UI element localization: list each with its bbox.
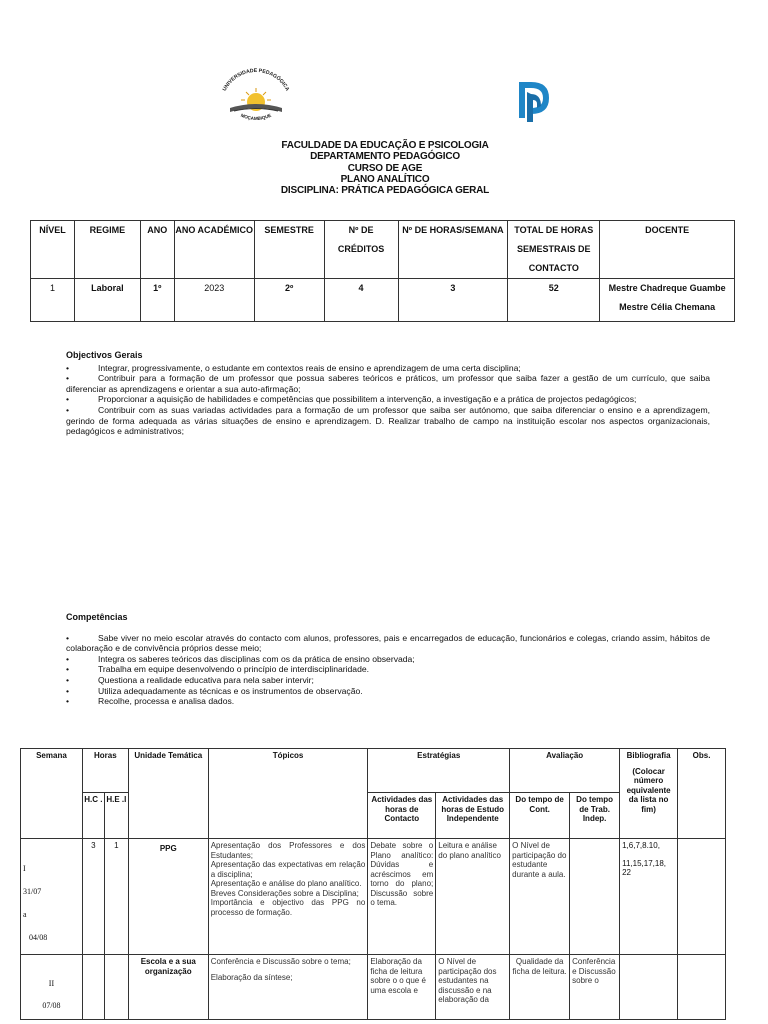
cell-unidade: Escola e a sua organização [128, 955, 208, 1020]
cell-bibliografia [620, 839, 678, 955]
cell-obs [678, 955, 726, 1020]
cell-ano: 1º [140, 279, 174, 322]
cell-total-horas: 52 [508, 279, 600, 322]
header-ano: ANO [140, 221, 174, 279]
cell-ano-academico: 2023 [174, 279, 254, 322]
cell-he [104, 955, 128, 1020]
header-ano-academico: ANO ACADÉMICO [174, 221, 254, 279]
competence-item: • Trabalha em equipe desenvolvendo o princípio de interdisciplinaridade. [66, 664, 370, 675]
competence-item: • Recolhe, processa e analisa dados. [66, 696, 235, 707]
objective-text: Proporcionar a aquisição de habilidades e competências que possibilitem a intervenção, a investigação e a prática de projectos pedagógicos; [98, 394, 637, 405]
cell-unidade: PPG [128, 839, 208, 955]
objective-item: • Contribuir com as suas variadas actividades para a formação de um professor que saiba ser autónomo, que saiba diferenciar o ensino e a aprendizagem, gerindo de forma adequada as várias situações de ensino e aprendizagem. D. Realizar trabalho de campo na instituição escolar nos aspectos organizacionais, pedagógicos e administrativos; [66, 404, 710, 437]
cell-docente [600, 279, 735, 322]
header-semana: Semana [21, 749, 83, 839]
cell-act-independente: O Nível de participação dos estudantes na discussão e na elaboração da [436, 955, 510, 1020]
objective-text: Integrar, progressivamente, o estudante em contextos reais de ensino e aprendizagem de uma certa disciplina; [98, 362, 521, 373]
objective-item: • Proporcionar a aquisição de habilidades e competências que possibilitem a intervenção, a investigação e a prática de projectos pedagógicos; [66, 394, 637, 405]
discipline-name: DISCIPLINA: PRÁTICA PEDAGÓGICA GERAL [280, 185, 490, 197]
docente-1: Mestre Chadreque Guambe [608, 283, 726, 293]
competences-title: Competências [66, 612, 128, 622]
cell-semestre: 2º [254, 279, 324, 322]
topic-item: Importância e objectivo das PPG no processo de formação. [210, 898, 366, 917]
header-regime: REGIME [74, 221, 140, 279]
cell-semana [21, 839, 83, 955]
table-row [21, 839, 726, 955]
course-name: CURSO DE AGE [347, 162, 423, 174]
topic-item: Apresentação das expectativas em relação a disciplina; [210, 860, 366, 879]
table-row [21, 955, 726, 1020]
week-date-from: 31/07 [23, 887, 42, 896]
header-nivel: NÍVEL [31, 221, 75, 279]
cell-topicos [208, 955, 368, 1020]
department-name: DEPARTAMENTO PEDAGÓGICO [310, 151, 460, 163]
header-he: H.E .I [104, 793, 128, 839]
bibliografia-note: (Colocar número equivalente da lista no fim) [626, 766, 671, 814]
topic-item: Breves Considerações sobre a Disciplina; [210, 888, 359, 898]
competence-item: • Integra os saberes teóricos das disciplinas com os da prática de ensino observada; [66, 653, 415, 664]
competence-item: • Questiona a realidade educativa para nela saber intervir; [66, 674, 314, 685]
seal-university-name: UNIVERSIDADE PEDAGÓGICA [221, 67, 291, 93]
competence-text: Trabalha em equipe desenvolvendo o princípio de interdisciplinaridade. [98, 664, 370, 675]
cell-bibliografia [620, 955, 678, 1020]
header-semestre: SEMESTRE [254, 221, 324, 279]
week-number: I [23, 864, 26, 873]
week-date-from: 07/08 [42, 1001, 61, 1010]
cell-av-trab [570, 839, 620, 955]
competence-text: Integra os saberes teóricos das disciplinas com os da prática de ensino observada; [98, 653, 415, 664]
header-horas: Horas [82, 749, 128, 793]
competence-text: Sabe viver no meio escolar através do contacto com alunos, professores, pais e encarregados de educação, funcionários e colegas, criando assim, hábitos de colaboração e de convivência próprios desse meio; [66, 632, 710, 654]
objectives-title: Objectivos Gerais [66, 350, 143, 360]
objective-item: • Integrar, progressivamente, o estudante em contextos reais de ensino e aprendizagem de uma certa disciplina; [66, 362, 521, 373]
bibliography-ref: 11,15,17,18, 22 [622, 858, 666, 877]
info-data-row [31, 279, 735, 322]
cell-hc: 3 [82, 839, 104, 955]
header-total-horas: TOTAL DE HORAS SEMESTRAIS DE CONTACTO [508, 221, 600, 279]
schedule-header-row-1 [21, 749, 726, 793]
course-info-table [30, 220, 735, 322]
header-topicos: Tópicos [208, 749, 368, 839]
cell-semana [21, 955, 83, 1020]
cell-hc [82, 955, 104, 1020]
header-avaliacao: Avaliação [510, 749, 620, 793]
competence-text: Questiona a realidade educativa para nela saber intervir; [98, 674, 314, 685]
cell-act-independente: Leitura e análise do plano analítico [436, 839, 510, 955]
competence-item: • Sabe viver no meio escolar através do contacto com alunos, professores, pais e encarregados de educação, funcionários e colegas, criando assim, hábitos de colaboração e de convivência próprios desse meio; [66, 632, 710, 654]
topic-item: Conferência e Discussão sobre o tema; [210, 957, 351, 966]
cell-av-trab: Conferência e Discussão sobre o [570, 955, 620, 1020]
cell-av-cont: Qualidade da ficha de leitura. [510, 955, 570, 1020]
seal-country-name: MOÇAMBIQUE [240, 112, 272, 122]
cell-horas-semana: 3 [398, 279, 508, 322]
info-header-row [31, 221, 735, 279]
bibliography-ref: 1,6,7,8.10, [622, 841, 660, 850]
header-bibliografia [620, 749, 678, 839]
faculty-name: FACULDADE DA EDUCAÇÃO E PSICOLOGIA [281, 140, 489, 151]
header-av-trab: Do tempo de Trab. Indep. [570, 793, 620, 839]
cell-regime: Laboral [74, 279, 140, 322]
cell-act-contacto: Elaboração da ficha de leitura sobre o o que é uma escola e [368, 955, 436, 1020]
objective-text: Contribuir para a formação de um professor que possua saberes teóricos e práticos, um professor que saiba fazer a gestão de um currículo, que saiba diferenciar as aprendizagens e orientar a sua auto-afirmação; [66, 373, 710, 394]
week-date-to: 04/08 [29, 933, 48, 942]
svg-text:MOÇAMBIQUE [240, 113, 272, 121]
header-docente: DOCENTE [600, 221, 735, 279]
week-number: II [48, 979, 55, 988]
week-date-separator: a [23, 910, 27, 919]
cell-obs [678, 839, 726, 955]
document-header [150, 140, 620, 196]
competence-item: • Utiliza adequadamente as técnicas e os instrumentos de observação. [66, 685, 363, 696]
bibliografia-label: Bibliografia [626, 751, 671, 760]
header-unidade: Unidade Temática [128, 749, 208, 839]
objective-item: • Contribuir para a formação de um professor que possua saberes teóricos e práticos, um professor que saiba fazer a gestão de um currículo, que saiba diferenciar as aprendizagens e orientar a sua auto-afirmação; [66, 373, 710, 394]
header-act-contacto: Actividades das horas de Contacto [368, 793, 436, 839]
header-creditos: Nº DE CRÉDITOS [324, 221, 398, 279]
topic-item: Elaboração da síntese; [210, 972, 293, 982]
objectives-section [66, 350, 710, 437]
schedule-table [20, 748, 726, 1020]
header-horas-semana: Nº DE HORAS/SEMANA [398, 221, 508, 279]
dp-monogram-icon [513, 78, 553, 124]
competence-text: Utiliza adequadamente as técnicas e os instrumentos de observação. [98, 685, 363, 696]
cell-creditos: 4 [324, 279, 398, 322]
header-av-cont: Do tempo de Cont. [510, 793, 570, 839]
header-obs: Obs. [678, 749, 726, 839]
docente-2: Mestre Célia Chemana [619, 302, 716, 312]
header-hc: H.C . [82, 793, 104, 839]
cell-topicos [208, 839, 368, 955]
competence-text: Recolhe, processa e analisa dados. [98, 696, 235, 707]
cell-act-contacto: Debate sobre o Plano analítico: Dúvidas e acréscimos em torno do plano; Discussão sobre o tema. [368, 839, 436, 955]
topic-item: Apresentação dos Professores e dos Estudantes; [210, 841, 366, 860]
document-title: PLANO ANALÍTICO [340, 173, 430, 185]
cell-nivel: 1 [31, 279, 75, 322]
topic-item: Apresentação e análise do plano analítico. [210, 879, 362, 888]
objective-text: Contribuir com as suas variadas actividades para a formação de um professor que saiba ser autónomo, que saiba diferenciar o ensino e a aprendizagem, gerindo de forma adequada as várias situações de ensino e aprendizagem. D. Realizar trabalho de campo na instituição escolar nos aspectos organizacionais, pedagógicos e administrativos; [66, 404, 710, 437]
cell-he: 1 [104, 839, 128, 955]
cell-av-cont: O Nível de participação do estudante durante a aula. [510, 839, 570, 955]
competences-section [66, 612, 710, 707]
university-seal-icon [212, 66, 300, 124]
header-estrategias: Estratégias [368, 749, 510, 793]
header-act-independente: Actividades das horas de Estudo Independente [436, 793, 510, 839]
